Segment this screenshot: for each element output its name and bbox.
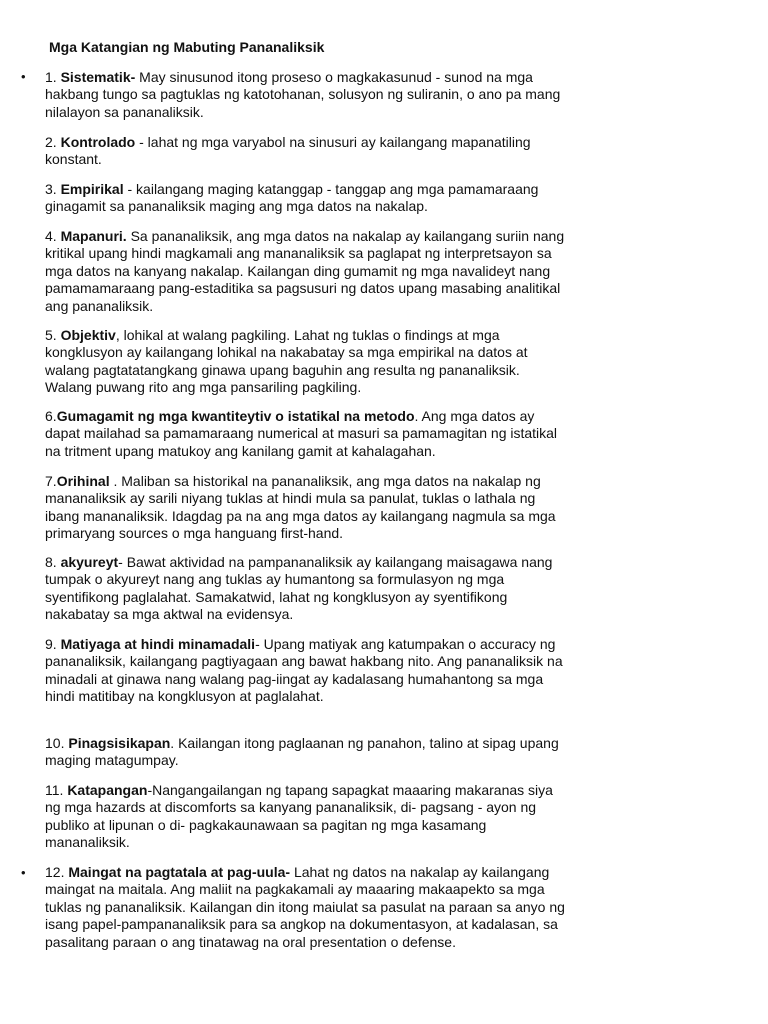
item-number: 2. [45, 134, 61, 150]
item-description: , lohikal at walang pagkiling. Lahat ng tuklas o findings at mga kongklusyon ay kailangang lohikal na nakabatay sa mga empirikal na datos at walang pagtatatangkang ginawa upang baguhin ang resulta ng pananaliksik. Walang puwang rito ang mga pansariling pagkiling. [45, 327, 528, 396]
list-item-kwantiteytiv [45, 408, 565, 460]
item-description: . Kailangan itong paglaanan ng panahon, talino at sipag upang maging matagumpay. [45, 735, 559, 769]
bullet-marker-first: • [21, 69, 26, 84]
item-number: 9. [45, 636, 61, 652]
list-item-akyureyt [45, 554, 565, 624]
list-item-orihinal [45, 473, 565, 543]
item-term: Katapangan [67, 782, 148, 798]
list-item-mapanuri [45, 228, 565, 315]
item-term: Pinagsisikapan [68, 735, 171, 751]
item-term: Mapanuri. [60, 228, 127, 244]
item-term: Orihinal [56, 473, 110, 489]
item-description: - Bawat aktividad na pampananaliksik ay kailangang maisagawa nang tumpak o akyureyt nang ang tuklas ay humantong sa formulasyon ng mga syentifikong paglalahat. Samakatwid, lahat ng kongklusyon ay syentifikong nakabatay sa mga aktwal na evidensya. [45, 554, 553, 623]
document-title: Mga Katangian ng Mabuting Pananaliksik [49, 39, 325, 55]
item-term: Maingat na pagtatala at pag-uula- [68, 864, 291, 880]
list-item-sistematik [45, 69, 565, 121]
item-term: Matiyaga at hindi minamadali [60, 636, 256, 652]
item-number: 6. [45, 408, 57, 424]
item-description: - lahat ng mga varyabol na sinusuri ay kailangang mapanatiling konstant. [45, 134, 531, 168]
list-item-empirikal [45, 181, 565, 216]
item-description: - kailangang maging katanggap - tanggap ang mga pamamaraang ginagamit sa pananaliksik maging ang mga datos na nakalap. [45, 181, 539, 215]
item-number: 11. [45, 782, 68, 798]
item-number: 8. [45, 554, 61, 570]
item-description: May sinusunod itong proseso o magkakasunud - sunod na mga hakbang tungo sa pagtuklas ng katotohanan, solusyon ng suliranin, o ano pa mang nilalayon sa pananaliksik. [45, 69, 561, 120]
item-number: 12. [45, 864, 69, 880]
item-number: 3. [45, 181, 61, 197]
bullet-marker-last: • [21, 865, 26, 880]
item-number: 1. [45, 69, 61, 85]
list-item-pinagsisikapan [45, 735, 565, 770]
item-number: 4. [45, 228, 61, 244]
list-item-objektiv [45, 327, 565, 397]
list-item-maingat [45, 864, 565, 951]
item-number: 5. [45, 327, 61, 343]
item-description: - Upang matiyak ang katumpakan o accuracy ng pananaliksik, kailangang pagtiyagaan ang bawat hakbang nito. Ang pananaliksik na minadali at ginawa nang walang pag-iingat ay kadalasang humahantong sa mga hindi matitibay na kongklusyon at paglalahat. [45, 636, 563, 705]
item-description: -Nangangailangan ng tapang sapagkat maaaring makaranas siya ng mga hazards at discomforts sa kanyang pananaliksik, di- pagsang - ayon ng publiko at lipunan o di- pagkakaunawaan sa pagitan ng mga kasamang mananaliksik. [45, 782, 553, 851]
list-item-kontrolado [45, 134, 565, 169]
item-description: Sa pananaliksik, ang mga datos na nakalap ay kailangang suriin nang kritikal upang hindi magkamali ang mananaliksik sa paglapat ng interpretsayon sa mga datos na kanyang nakalap. Kailangan ding gumamit ng mga navalideyt nang pamamamaraang pang-estaditika sa pagsusuri ng datos upang masabing analitikal ang pananaliksik. [45, 228, 565, 314]
item-description: . Ang mga datos ay dapat mailahad sa pamamaraang numerical at masuri sa pamamagitan ng istatikal na tritment upang matukoy ang kanilang gamit at kahalagahan. [45, 408, 558, 459]
item-description: Lahat ng datos na nakalap ay kailangang maingat na maitala. Ang maliit na pagkakamali ay maaaring makaapekto sa mga tuklas ng pananaliksik. Kailangan din itong maiulat sa pasulat na paraan sa anyo ng isang papel-pampananaliksik para sa angkop na dokumentasyon, at kadalasan, sa pasalitang paraan o ang tinatawag na oral presentation o defense. [45, 864, 565, 950]
item-term: Objektiv [60, 327, 116, 343]
item-term: Empirikal [60, 181, 124, 197]
item-number: 7. [45, 473, 57, 489]
item-term: Sistematik- [60, 69, 136, 85]
item-term: Kontrolado [60, 134, 136, 150]
list-item-matiyaga [45, 636, 565, 706]
item-term: Gumagamit ng mga kwantiteytiv o istatikal na metodo [56, 408, 415, 424]
list-item-katapangan [45, 782, 565, 852]
item-description: . Maliban sa historikal na pananaliksik, ang mga datos na nakalap ng mananaliksik ay sarili niyang tuklas at hindi mula sa panulat, tuklas o lathala ng ibang mananaliksik. Idagdag pa na ang mga datos ay kailangang nagmula sa mga primaryang sources o mga hanguang first-hand. [45, 473, 556, 542]
item-term: akyureyt [60, 554, 119, 570]
item-number: 10. [45, 735, 69, 751]
